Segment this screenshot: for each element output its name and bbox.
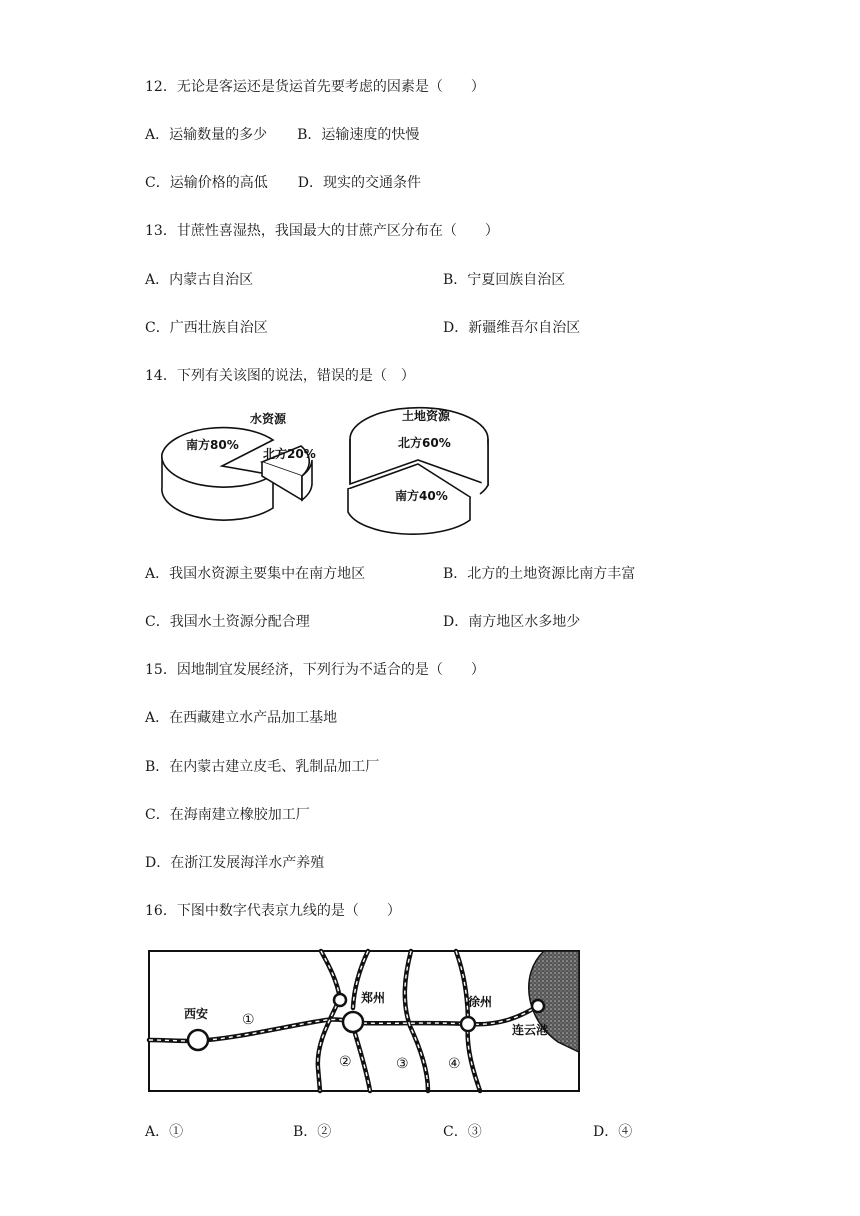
station-xian <box>188 1030 208 1050</box>
q12-options-cd <box>145 174 421 192</box>
land-south-label: 南方40% <box>395 489 448 503</box>
q12-option-c[interactable]: C．运输价格的高低 <box>145 175 268 191</box>
q14-options-cd <box>145 613 765 631</box>
q13-stem: 13．甘蔗性喜湿热，我国最大的甘蔗产区分布在（ ） <box>145 223 499 239</box>
q12-options-ab <box>145 126 419 144</box>
q15-option-d[interactable]: D．在浙江发展海洋水产养殖 <box>145 855 325 871</box>
q14-option-d[interactable]: D．南方地区水多地少 <box>443 614 581 630</box>
water-south-label: 南方80% <box>186 438 239 452</box>
land-north-label: 北方60% <box>398 436 451 450</box>
city-lianyungang-label: 连云港 <box>512 1023 549 1037</box>
q14-stem: 14．下列有关该图的说法，错误的是（ ） <box>145 368 415 384</box>
water-north-label: 北方20% <box>263 447 316 461</box>
marker-1: ① <box>242 1012 255 1028</box>
q16-options <box>145 1123 765 1141</box>
resource-pie-charts <box>150 402 510 542</box>
q13-option-c[interactable]: C．广西壮族自治区 <box>145 320 268 336</box>
q15-option-a[interactable]: A．在西藏建立水产品加工基地 <box>145 710 338 726</box>
q16-option-d[interactable]: D．④ <box>593 1124 633 1140</box>
land-chart-title: 土地资源 <box>402 409 451 423</box>
q15-option-b[interactable]: B．在内蒙古建立皮毛、乳制品加工厂 <box>145 759 380 775</box>
q13-option-d[interactable]: D．新疆维吾尔自治区 <box>443 320 581 336</box>
q16-option-a[interactable]: A．① <box>145 1124 184 1140</box>
water-chart-title: 水资源 <box>250 412 287 426</box>
q13-option-b[interactable]: B．宁夏回族自治区 <box>443 272 566 288</box>
station-small-north <box>334 994 346 1006</box>
q16-stem: 16．下图中数字代表京九线的是（ ） <box>145 903 401 919</box>
railway-map <box>146 948 582 1094</box>
marker-3: ③ <box>396 1056 409 1072</box>
q14-option-c[interactable]: C．我国水土资源分配合理 <box>145 614 310 630</box>
q13-options-ab <box>145 271 765 289</box>
q16-option-c[interactable]: C．③ <box>443 1124 482 1140</box>
q14-option-a[interactable]: A．我国水资源主要集中在南方地区 <box>145 566 366 582</box>
q14-option-b[interactable]: B．北方的土地资源比南方丰富 <box>443 566 636 582</box>
q12-stem: 12．无论是客运还是货运首先要考虑的因素是（ ） <box>145 79 485 95</box>
q13-option-a[interactable]: A．内蒙古自治区 <box>145 272 254 288</box>
q12-option-a[interactable]: A．运输数量的多少 <box>145 127 268 143</box>
marker-2: ② <box>339 1054 352 1070</box>
city-xian-label: 西安 <box>184 1007 209 1021</box>
city-zhengzhou-label: 郑州 <box>361 991 386 1005</box>
q16-option-b[interactable]: B．② <box>293 1124 332 1140</box>
city-xuzhou-label: 徐州 <box>468 995 493 1009</box>
q14-options-ab <box>145 565 765 583</box>
q13-options-cd <box>145 319 765 337</box>
q12-option-d[interactable]: D．现实的交通条件 <box>297 175 421 191</box>
q15-stem: 15．因地制宜发展经济，下列行为不适合的是（ ） <box>145 662 485 678</box>
station-zhengzhou <box>343 1012 363 1032</box>
q12-option-b[interactable]: B．运输速度的快慢 <box>297 127 420 143</box>
station-xuzhou <box>461 1017 475 1031</box>
marker-4: ④ <box>448 1056 461 1072</box>
station-lianyungang <box>532 1000 544 1012</box>
q15-option-c[interactable]: C．在海南建立橡胶加工厂 <box>145 807 310 823</box>
